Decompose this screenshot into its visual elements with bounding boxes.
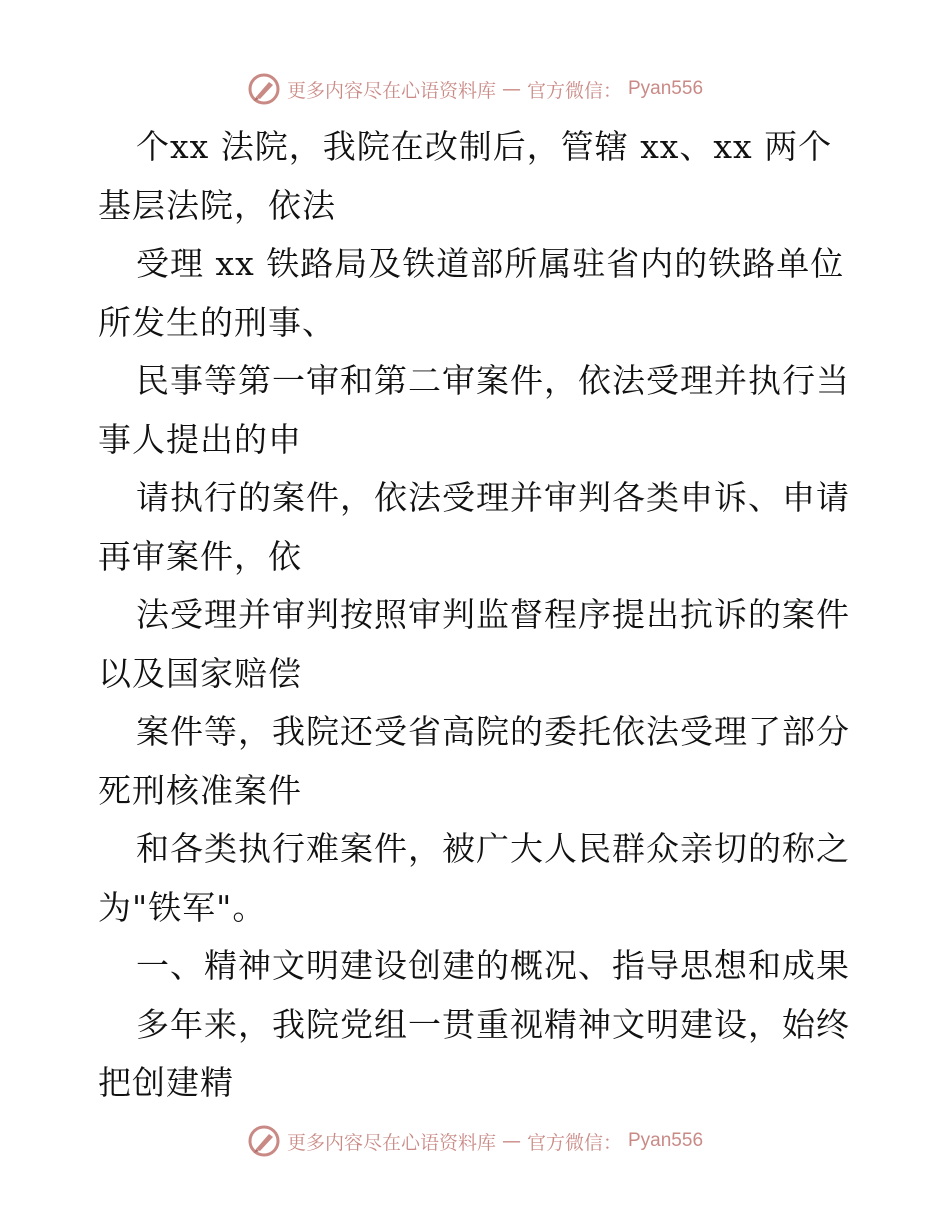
paragraph-6: 案件等，我院还受省高院的委托依法受理了部分死刑核准案件 xyxy=(98,712,850,810)
watermark-wechat-id: Pyan556 xyxy=(628,1130,704,1151)
paragraph-7: 和各类执行难案件，被广大人民群众亲切的称之为"铁军"。 xyxy=(98,829,850,927)
paragraph-8: 多年来，我院党组一贯重视精神文明建设，始终把创建精 xyxy=(98,1004,850,1102)
pen-logo-icon xyxy=(247,1124,281,1158)
paragraph-2: 受理 xx 铁路局及铁道部所属驻省内的铁路单位所发生的刑事、 xyxy=(98,244,845,342)
watermark-wechat-id: Pyan556 xyxy=(628,78,704,99)
footer-watermark xyxy=(0,1124,950,1158)
watermark-wechat-label: 官方微信： xyxy=(526,1131,622,1154)
paragraph-5: 法受理并审判按照审判监督程序提出抗诉的案件以及国家赔偿 xyxy=(98,595,850,693)
paragraph-3: 民事等第一审和第二审案件，依法受理并执行当事人提出的申 xyxy=(98,361,850,459)
paragraph-4: 请执行的案件，依法受理并审判各类申诉、申请再审案件，依 xyxy=(98,478,850,576)
document-body xyxy=(98,118,858,1113)
section-heading: 一、精神文明建设创建的概况、指导思想和成果 xyxy=(136,946,850,985)
watermark-wechat-label: 官方微信： xyxy=(526,79,622,102)
paragraph-1: 个xx 法院，我院在改制后，管辖 xx、xx 两个基层法院，依法 xyxy=(98,127,833,225)
watermark-separator: — xyxy=(501,78,521,100)
pen-logo-icon xyxy=(247,72,281,106)
watermark-text: 更多内容尽在心语资料库 xyxy=(286,79,496,102)
watermark-text: 更多内容尽在心语资料库 xyxy=(286,1131,496,1154)
watermark-separator: — xyxy=(501,1130,521,1152)
header-watermark xyxy=(0,72,950,106)
